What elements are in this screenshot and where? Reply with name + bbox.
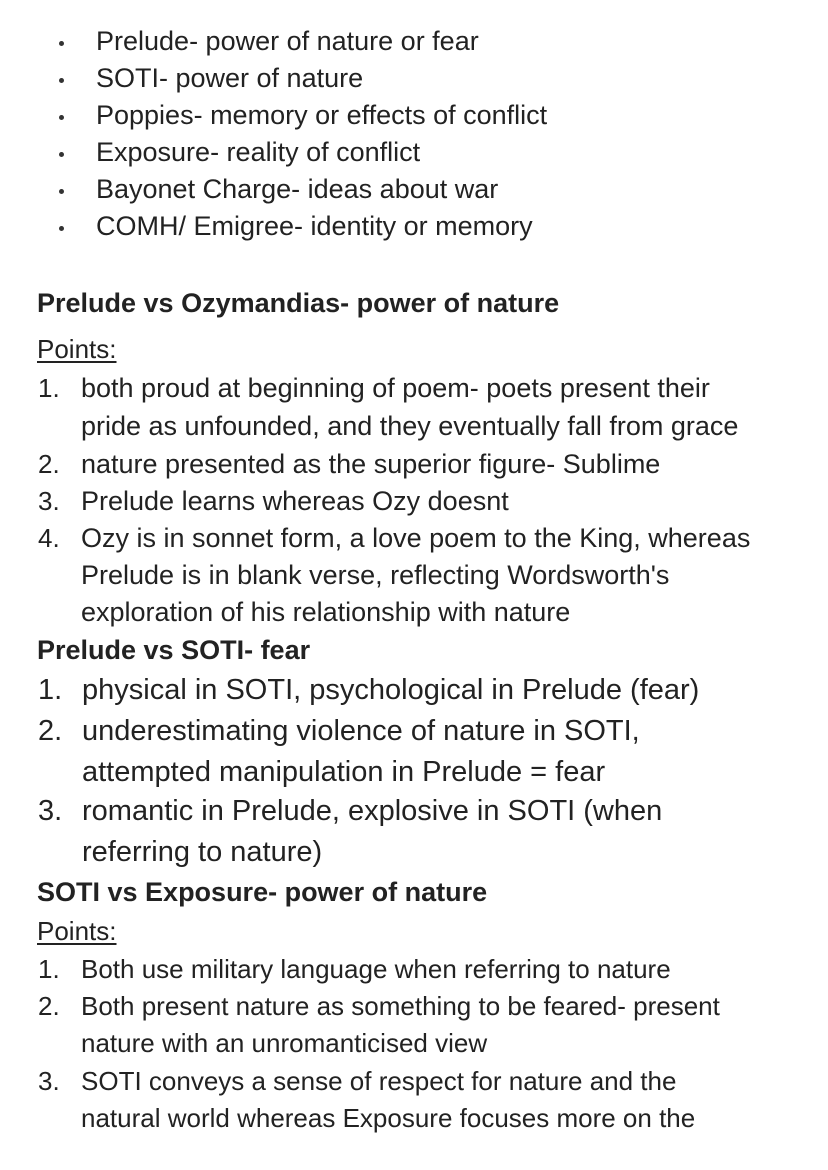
bullet-dot <box>59 189 64 194</box>
list-item-line: both proud at beginning of poem- poets present their <box>81 373 710 403</box>
bullet-dot <box>59 41 64 46</box>
list-item-line: Both use military language when referring to nature <box>81 954 671 984</box>
list-number: 1. <box>38 674 63 706</box>
list-item-line: Prelude is in blank verse, reflecting Wordsworth's <box>81 560 670 590</box>
list-number: 2. <box>38 715 63 747</box>
bullet-item: Poppies- memory or effects of conflict <box>96 100 548 130</box>
bullet-item: SOTI- power of nature <box>96 63 364 93</box>
list-item-line: romantic in Prelude, explosive in SOTI (when <box>82 795 663 827</box>
bullet-dot <box>59 78 64 83</box>
list-item-line: SOTI conveys a sense of respect for nature and the <box>81 1066 677 1096</box>
list-item-line: referring to nature) <box>82 836 323 868</box>
section-heading: Prelude vs Ozymandias- power of nature <box>37 288 560 318</box>
bullet-dot <box>59 226 64 231</box>
bullet-dot <box>59 115 64 120</box>
list-item-line: Prelude learns whereas Ozy doesnt <box>81 486 509 516</box>
bullet-item: COMH/ Emigree- identity or memory <box>96 211 533 241</box>
list-item-line: exploration of his relationship with nature <box>81 597 571 627</box>
list-number: 3. <box>38 1066 60 1096</box>
list-number: 4. <box>38 523 60 553</box>
list-item-line: physical in SOTI, psychological in Prelude (fear) <box>82 674 700 706</box>
list-item-line: Both present nature as something to be feared- present <box>81 991 720 1021</box>
list-number: 2. <box>38 991 60 1021</box>
list-item-line: pride as unfounded, and they eventually fall from grace <box>81 411 739 441</box>
section-heading: SOTI vs Exposure- power of nature <box>37 877 488 907</box>
points-label: Points: <box>37 334 117 364</box>
points-label: Points: <box>37 916 117 946</box>
section-heading: Prelude vs SOTI- fear <box>37 635 311 665</box>
list-number: 1. <box>38 954 60 984</box>
bullet-dot <box>59 152 64 157</box>
list-number: 3. <box>38 486 60 516</box>
list-item-line: underestimating violence of nature in SOTI, <box>82 715 640 747</box>
bullet-item: Bayonet Charge- ideas about war <box>96 174 499 204</box>
list-item-line: attempted manipulation in Prelude = fear <box>82 756 606 788</box>
bullet-item: Prelude- power of nature or fear <box>96 26 479 56</box>
list-item-line: nature with an unromanticised view <box>81 1028 488 1058</box>
bullet-item: Exposure- reality of conflict <box>96 137 421 167</box>
list-number: 2. <box>38 449 60 479</box>
list-item-line: Ozy is in sonnet form, a love poem to the King, whereas <box>81 523 751 553</box>
list-item-line: nature presented as the superior figure- Sublime <box>81 449 661 479</box>
list-number: 1. <box>38 373 60 403</box>
list-item-line: natural world whereas Exposure focuses more on the <box>81 1103 696 1133</box>
list-number: 3. <box>38 795 63 827</box>
